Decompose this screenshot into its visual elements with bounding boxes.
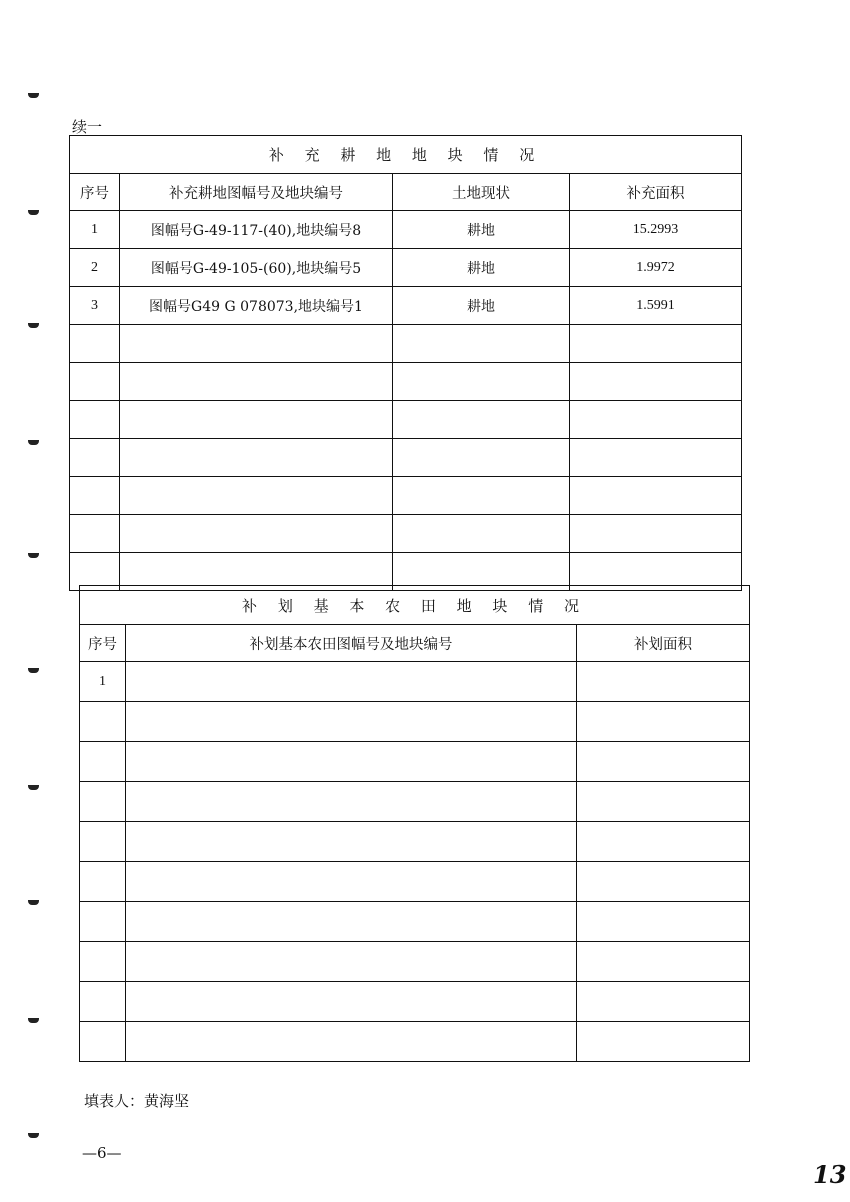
- binding-mark: [28, 668, 39, 673]
- cell-status: 耕地: [393, 211, 570, 249]
- table-row: [70, 515, 742, 553]
- cell-no: [80, 902, 126, 942]
- table-row: [80, 662, 750, 702]
- cell-parcel: [126, 1022, 577, 1062]
- cell-parcel: [126, 902, 577, 942]
- cell-status: 耕地: [393, 287, 570, 325]
- cell-area: [577, 822, 750, 862]
- binding-mark: [28, 1133, 39, 1138]
- cell-no: 1: [80, 662, 126, 702]
- cell-area: 15.2993: [570, 211, 742, 249]
- cell-status: [393, 325, 570, 363]
- cell-area: [570, 515, 742, 553]
- cell-no: 2: [70, 249, 120, 287]
- cell-no: [80, 1022, 126, 1062]
- table-row: [80, 902, 750, 942]
- cell-parcel: [126, 782, 577, 822]
- cell-area: [570, 363, 742, 401]
- cell-no: [70, 363, 120, 401]
- cell-no: [70, 439, 120, 477]
- binding-mark: [28, 1018, 39, 1023]
- binding-mark: [28, 323, 39, 328]
- cell-no: [70, 477, 120, 515]
- table-row: [70, 401, 742, 439]
- column-header-status: 土地现状: [393, 174, 570, 211]
- cell-no: [80, 702, 126, 742]
- cell-parcel: [120, 401, 393, 439]
- continued-label: 续一: [72, 118, 103, 136]
- cell-status: [393, 477, 570, 515]
- cell-no: 3: [70, 287, 120, 325]
- page-number: —6—: [82, 1144, 122, 1162]
- cell-parcel: 图幅号G49 G 078073,地块编号1: [120, 287, 393, 325]
- cell-area: [577, 1022, 750, 1062]
- cell-status: [393, 515, 570, 553]
- cell-parcel: [126, 742, 577, 782]
- cell-no: [80, 862, 126, 902]
- table-row: [70, 477, 742, 515]
- cell-parcel: 图幅号G-49-105-(60),地块编号5: [120, 249, 393, 287]
- table-row: [80, 982, 750, 1022]
- cell-no: [80, 742, 126, 782]
- cell-parcel: [120, 515, 393, 553]
- cell-area: 1.9972: [570, 249, 742, 287]
- table-row: [70, 439, 742, 477]
- cell-parcel: [120, 477, 393, 515]
- cell-area: [577, 902, 750, 942]
- binding-mark: [28, 93, 39, 98]
- cell-area: [570, 439, 742, 477]
- table-row: [80, 942, 750, 982]
- cell-parcel: 图幅号G-49-117-(40),地块编号8: [120, 211, 393, 249]
- binding-mark: [28, 440, 39, 445]
- cell-parcel: [120, 439, 393, 477]
- table-row: [70, 211, 742, 249]
- table-row: [80, 1022, 750, 1062]
- cell-area: [577, 782, 750, 822]
- cell-area: [577, 982, 750, 1022]
- column-header-no: 序号: [70, 174, 120, 211]
- cell-no: [80, 942, 126, 982]
- column-header-parcel: 补划基本农田图幅号及地块编号: [126, 625, 577, 662]
- cell-area: [577, 662, 750, 702]
- column-header-no: 序号: [80, 625, 126, 662]
- table-row: [80, 862, 750, 902]
- cell-area: [577, 942, 750, 982]
- cell-no: 1: [70, 211, 120, 249]
- cell-status: [393, 401, 570, 439]
- cell-status: [393, 363, 570, 401]
- filler-signature: 填表人：黄海坚: [84, 1092, 190, 1110]
- cell-area: [570, 477, 742, 515]
- table-row: [70, 325, 742, 363]
- cell-parcel: [120, 363, 393, 401]
- cell-no: [80, 822, 126, 862]
- cell-area: [577, 862, 750, 902]
- cell-parcel: [126, 822, 577, 862]
- cell-area: [577, 742, 750, 782]
- cell-parcel: [126, 862, 577, 902]
- binding-mark: [28, 785, 39, 790]
- cell-no: [70, 325, 120, 363]
- binding-mark: [28, 900, 39, 905]
- cell-parcel: [126, 662, 577, 702]
- table-row: [70, 287, 742, 325]
- table-row: [80, 742, 750, 782]
- supplementary-farmland-table: [69, 135, 742, 591]
- binding-mark: [28, 553, 39, 558]
- cell-parcel: [126, 942, 577, 982]
- cell-no: [80, 982, 126, 1022]
- table-row: [70, 249, 742, 287]
- section-title: 补 划 基 本 农 田 地 块 情 况: [80, 586, 750, 625]
- basic-farmland-table: [79, 585, 750, 1062]
- cell-parcel: [126, 702, 577, 742]
- column-header-parcel: 补充耕地图幅号及地块编号: [120, 174, 393, 211]
- cell-status: 耕地: [393, 249, 570, 287]
- cell-no: [70, 401, 120, 439]
- stamp-number: 13: [813, 1160, 847, 1189]
- cell-status: [393, 439, 570, 477]
- table-row: [80, 702, 750, 742]
- binding-mark: [28, 210, 39, 215]
- column-header-area: 补划面积: [577, 625, 750, 662]
- cell-no: [70, 515, 120, 553]
- cell-parcel: [120, 325, 393, 363]
- cell-no: [80, 782, 126, 822]
- column-header-area: 补充面积: [570, 174, 742, 211]
- cell-area: [570, 325, 742, 363]
- cell-parcel: [126, 982, 577, 1022]
- cell-area: [577, 702, 750, 742]
- table-row: [80, 782, 750, 822]
- cell-area: [570, 401, 742, 439]
- cell-area: 1.5991: [570, 287, 742, 325]
- table-row: [80, 822, 750, 862]
- section-title: 补 充 耕 地 地 块 情 况: [70, 136, 742, 174]
- table-row: [70, 363, 742, 401]
